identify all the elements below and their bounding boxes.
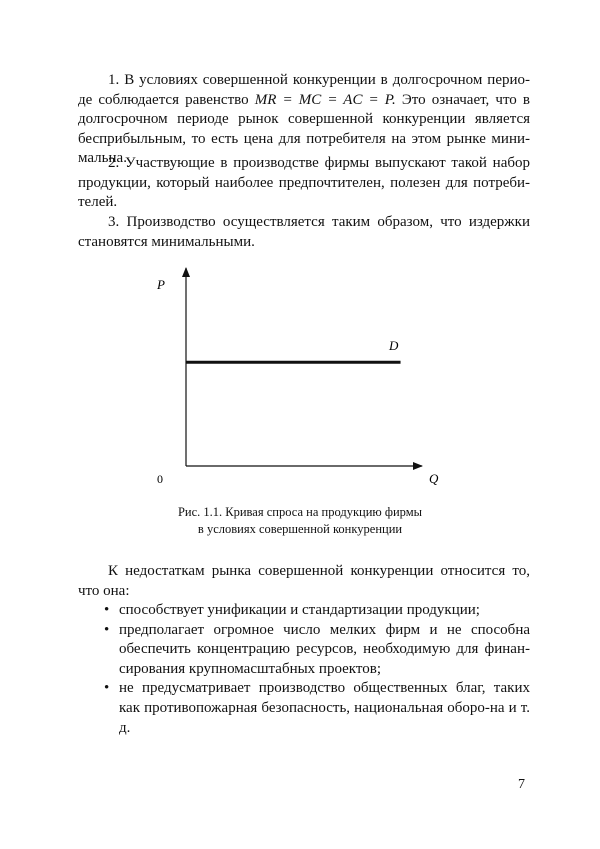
list-item: • способствует унификации и стандартизации продукции;: [100, 601, 530, 621]
y-axis-label: P: [157, 277, 165, 292]
disadvantages-list: [100, 601, 530, 738]
origin-label: 0: [157, 472, 163, 486]
demand-curve-label: D: [389, 338, 399, 353]
paragraph-2: 2. Участвующие в производстве фирмы выпускают такой набор продукции, который наиболее предпочтителен, полезен для потреби-телей.: [78, 155, 530, 211]
demand-chart: [0, 262, 600, 492]
paragraph-3: 3. Производство осуществляется таким образом, что издержки становятся минимальными.: [78, 214, 530, 250]
paragraph-1-text-start: 1. В условиях совершенной конкуренции в долгосрочном перио-де соблюдается равенство: [78, 72, 530, 108]
figure-caption-line-2: в условиях совершенной конкуренции: [197, 522, 403, 536]
x-axis-label: Q: [429, 471, 439, 486]
figure-caption-line-1: Рис. 1.1. Кривая спроса на продукцию фирмы: [177, 505, 423, 519]
paragraph-1-text-end: Это означает, что в долгосрочном периоде рынок совершенной конкуренции является бесприбыльным, то есть цена для потребителя на этом рынке мини-мальна.: [78, 91, 530, 167]
equality-formula: MR = MC = AC = P.: [254, 91, 396, 108]
disadvantages-intro: К недостаткам рынка совершенной конкуренции относится то, что она:: [78, 563, 530, 599]
page-number: 7: [518, 777, 525, 792]
list-item: • не предусматривает производство общественных благ, таких как противопожарная безопасность, национальная оборо-на и т. д.: [100, 679, 530, 738]
list-item: • предполагает огромное число мелких фирм и не способна обеспечить концентрацию ресурсов, необходимую для финан-сирования крупномасштабных проектов;: [100, 621, 530, 680]
